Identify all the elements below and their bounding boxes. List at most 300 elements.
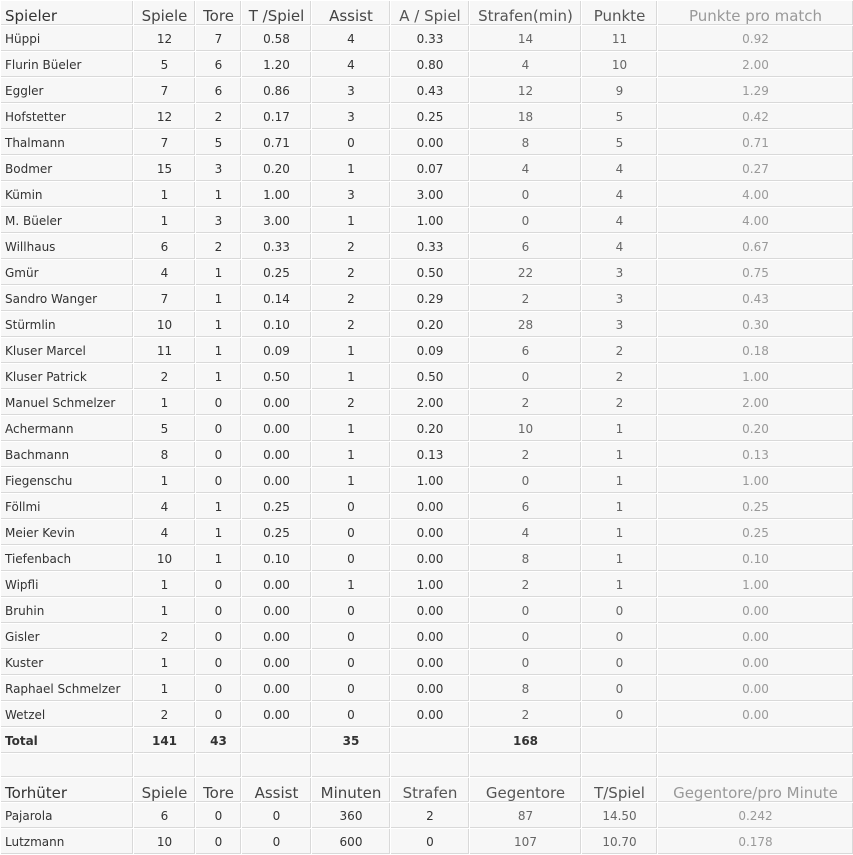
table-row [1,650,853,676]
stat-cell: 3 [582,312,658,338]
stat-cell: 0.00 [242,676,312,702]
stat-cell: 0.178 [658,829,853,855]
player-name-cell: Gmür [1,260,134,286]
stat-cell: 0 [582,598,658,624]
stat-cell: 1 [196,286,242,312]
table-row [1,416,853,442]
stat-cell: 1.00 [658,572,853,598]
stat-cell: 0.00 [242,416,312,442]
stat-cell: 2 [312,234,391,260]
stat-cell: 0.33 [242,234,312,260]
column-header: T/Spiel [582,778,658,803]
stat-cell: 1 [196,260,242,286]
stat-cell: 0.33 [391,26,470,52]
stat-cell: 3 [582,286,658,312]
stat-cell: 4 [582,156,658,182]
stat-cell: 2 [196,234,242,260]
stat-cell: 0.25 [242,520,312,546]
column-header: Tore [196,778,242,803]
stat-cell: 0 [196,468,242,494]
player-name-cell: Fiegenschu [1,468,134,494]
stat-cell: 0.18 [658,338,853,364]
stat-cell: 8 [470,130,582,156]
player-name-cell: Kümin [1,182,134,208]
stat-cell: 4 [582,208,658,234]
stat-cell: 0 [582,676,658,702]
column-header: Assist [242,778,312,803]
stat-cell: 9 [582,78,658,104]
stat-cell: 2 [470,572,582,598]
table-row [1,598,853,624]
stat-cell: 2 [582,338,658,364]
stat-cell: 0 [196,650,242,676]
stat-cell: 0.00 [391,130,470,156]
stat-cell: 5 [196,130,242,156]
stat-cell: 12 [470,78,582,104]
player-name-cell: Kluser Marcel [1,338,134,364]
table-row [1,312,853,338]
stat-cell: 3 [582,260,658,286]
stat-cell: 0 [196,416,242,442]
column-header: Minuten [312,778,391,803]
stat-cell: 0.10 [658,546,853,572]
stat-cell: 1 [582,546,658,572]
stat-cell: 1 [312,468,391,494]
stat-cell: 1.00 [242,182,312,208]
column-header: Tore [196,1,242,26]
stat-cell: 0.58 [242,26,312,52]
stat-cell: 0 [582,702,658,728]
table-row [1,803,853,829]
table-row [1,676,853,702]
column-header: Spieler [1,1,134,26]
player-name-cell: Wetzel [1,702,134,728]
empty-cell [658,754,853,778]
stat-cell: 0.50 [391,260,470,286]
stat-cell: 1.00 [391,468,470,494]
stat-cell: 6 [470,494,582,520]
player-name-cell: Hüppi [1,26,134,52]
empty-cell [470,754,582,778]
table-row [1,156,853,182]
stat-cell: 1 [196,494,242,520]
player-name-cell: Kuster [1,650,134,676]
stat-cell: 10 [134,829,196,855]
stat-cell: 28 [470,312,582,338]
stat-cell: 5 [582,104,658,130]
stat-cell: 2 [312,390,391,416]
player-name-cell: Manuel Schmelzer [1,390,134,416]
stat-cell: 0 [312,494,391,520]
column-header: Torhüter [1,778,134,803]
stat-cell: 0.20 [658,416,853,442]
stat-cell: 0 [470,182,582,208]
stat-cell: 4 [134,494,196,520]
stat-cell: 0.20 [391,416,470,442]
stat-cell: 0.25 [658,494,853,520]
stat-cell: 0.50 [391,364,470,390]
stat-cell: 1 [312,442,391,468]
player-name-cell: Thalmann [1,130,134,156]
stat-cell: 0.00 [242,442,312,468]
player-name-cell: Bodmer [1,156,134,182]
stat-cell: 0.20 [391,312,470,338]
stats-table-body [1,1,853,855]
stat-cell: 0.09 [391,338,470,364]
stat-cell: 4.00 [658,208,853,234]
stat-cell: 2 [312,312,391,338]
stat-cell: 0.00 [391,702,470,728]
column-header: Punkte [582,1,658,26]
stat-cell: 1 [134,650,196,676]
stat-cell: 1 [582,494,658,520]
player-name-cell: Meier Kevin [1,520,134,546]
stat-cell: 0.25 [242,494,312,520]
player-name-cell: Raphael Schmelzer [1,676,134,702]
stat-cell: 2 [134,624,196,650]
total-cell: 43 [196,728,242,754]
column-header: Gegentore/pro Minute [658,778,853,803]
stat-cell: 0.00 [391,520,470,546]
stat-cell: 6 [134,803,196,829]
stat-cell: 0.00 [242,624,312,650]
stat-cell: 0 [470,624,582,650]
stat-cell: 0 [196,803,242,829]
stat-cell: 4 [312,52,391,78]
table-row [1,208,853,234]
stat-cell: 1.00 [391,572,470,598]
stat-cell: 1 [582,520,658,546]
player-name-cell: Tiefenbach [1,546,134,572]
stat-cell: 6 [470,234,582,260]
table-row [1,52,853,78]
stat-cell: 3 [196,208,242,234]
player-name-cell: M. Büeler [1,208,134,234]
stat-cell: 4 [582,182,658,208]
stat-cell: 14 [470,26,582,52]
stat-cell: 4 [470,156,582,182]
stat-cell: 0 [242,829,312,855]
stat-cell: 0.10 [242,546,312,572]
stat-cell: 3.00 [242,208,312,234]
stat-cell: 0 [196,390,242,416]
total-cell [242,728,312,754]
stat-cell: 1 [582,416,658,442]
player-name-cell: Wipfli [1,572,134,598]
table-row [1,829,853,855]
column-header: Assist [312,1,391,26]
stat-cell: 6 [134,234,196,260]
table-row [1,390,853,416]
table-row [1,26,853,52]
stat-cell: 0.00 [658,598,853,624]
total-row [1,728,853,754]
stat-cell: 22 [470,260,582,286]
stat-cell: 1 [312,364,391,390]
player-name-cell: Bruhin [1,598,134,624]
column-header: Spiele [134,1,196,26]
table-row [1,546,853,572]
total-label: Total [1,728,134,754]
stat-cell: 0 [312,546,391,572]
player-name-cell: Kluser Patrick [1,364,134,390]
stat-cell: 1 [196,364,242,390]
stat-cell: 0 [391,829,470,855]
stat-cell: 0.00 [242,468,312,494]
stat-cell: 2 [582,390,658,416]
stat-cell: 8 [134,442,196,468]
stat-cell: 7 [134,130,196,156]
stat-cell: 600 [312,829,391,855]
stat-cell: 0 [582,624,658,650]
stat-cell: 12 [134,26,196,52]
stat-cell: 6 [470,338,582,364]
empty-cell [134,754,196,778]
stat-cell: 1 [196,520,242,546]
stat-cell: 3 [312,182,391,208]
stat-cell: 0.67 [658,234,853,260]
player-name-cell: Willhaus [1,234,134,260]
stat-cell: 1 [196,546,242,572]
stat-cell: 2 [470,286,582,312]
empty-cell [391,754,470,778]
stat-cell: 2 [391,803,470,829]
stat-cell: 4 [470,520,582,546]
table-row [1,572,853,598]
table-row [1,234,853,260]
stat-cell: 8 [470,546,582,572]
stat-cell: 1 [134,598,196,624]
player-name-cell: Hofstetter [1,104,134,130]
stat-cell: 15 [134,156,196,182]
stat-cell: 1 [312,338,391,364]
column-header: Punkte pro match [658,1,853,26]
stat-cell: 0 [196,702,242,728]
stat-cell: 0 [470,468,582,494]
stat-cell: 1 [196,338,242,364]
stat-cell: 0.00 [658,624,853,650]
stat-cell: 0.30 [658,312,853,338]
player-name-cell: Lutzmann [1,829,134,855]
column-header: Spiele [134,778,196,803]
player-name-cell: Sandro Wanger [1,286,134,312]
stat-cell: 0 [312,520,391,546]
stat-cell: 1.20 [242,52,312,78]
stat-cell: 0 [312,130,391,156]
stat-cell: 3 [312,78,391,104]
stat-cell: 1.00 [658,468,853,494]
stat-cell: 5 [134,52,196,78]
table-row [1,520,853,546]
stat-cell: 10 [134,546,196,572]
table-row [1,78,853,104]
stat-cell: 6 [196,52,242,78]
stat-cell: 0 [312,598,391,624]
stat-cell: 4 [134,260,196,286]
stat-cell: 0.00 [391,676,470,702]
stat-cell: 4 [582,234,658,260]
empty-cell [1,754,134,778]
stat-cell: 1 [134,676,196,702]
stat-cell: 2 [134,702,196,728]
stat-cell: 2.00 [391,390,470,416]
stat-cell: 0 [196,572,242,598]
stat-cell: 0 [312,702,391,728]
stat-cell: 0 [582,650,658,676]
stat-cell: 2.00 [658,52,853,78]
stat-cell: 1 [582,442,658,468]
table-row [1,364,853,390]
total-cell [582,728,658,754]
player-name-cell: Achermann [1,416,134,442]
stat-cell: 4 [312,26,391,52]
stat-cell: 0.00 [658,676,853,702]
stat-cell: 0.10 [242,312,312,338]
stat-cell: 0.00 [242,702,312,728]
stat-cell: 1 [196,312,242,338]
stat-cell: 87 [470,803,582,829]
stat-cell: 1 [312,572,391,598]
table-row [1,130,853,156]
stat-cell: 2.00 [658,390,853,416]
stat-cell: 1 [134,208,196,234]
empty-cell [196,754,242,778]
stat-cell: 0.00 [242,650,312,676]
stat-cell: 2 [470,442,582,468]
stat-cell: 0 [312,624,391,650]
stat-cell: 0.13 [391,442,470,468]
column-header: T /Spiel [242,1,312,26]
table-row [1,286,853,312]
stat-cell: 0.00 [391,624,470,650]
stat-cell: 0 [470,208,582,234]
player-name-cell: Föllmi [1,494,134,520]
stat-cell: 1 [134,572,196,598]
player-name-cell: Flurin Büeler [1,52,134,78]
table-row [1,104,853,130]
stat-cell: 0.50 [242,364,312,390]
stat-cell: 2 [312,286,391,312]
empty-cell [582,754,658,778]
stat-cell: 2 [470,702,582,728]
stat-cell: 14.50 [582,803,658,829]
table-row [1,468,853,494]
stat-cell: 107 [470,829,582,855]
stat-cell: 0.00 [391,494,470,520]
stat-cell: 7 [134,78,196,104]
stat-cell: 0 [312,650,391,676]
stat-cell: 2 [582,364,658,390]
stat-cell: 0 [196,676,242,702]
stat-cell: 0 [242,803,312,829]
stat-cell: 2 [312,260,391,286]
stat-cell: 0.17 [242,104,312,130]
stat-cell: 0.86 [242,78,312,104]
stat-cell: 5 [582,130,658,156]
stat-cell: 0.42 [658,104,853,130]
stat-cell: 1 [582,468,658,494]
stat-cell: 0.75 [658,260,853,286]
stat-cell: 0.80 [391,52,470,78]
stat-cell: 0.00 [391,546,470,572]
stat-cell: 1 [312,416,391,442]
player-name-cell: Stürmlin [1,312,134,338]
stat-cell: 0.27 [658,156,853,182]
stat-cell: 0.92 [658,26,853,52]
stat-cell: 4 [470,52,582,78]
stat-cell: 0.71 [242,130,312,156]
stat-cell: 0.00 [242,598,312,624]
stat-cell: 0.242 [658,803,853,829]
spacer-row [1,754,853,778]
stat-cell: 0.33 [391,234,470,260]
player-name-cell: Gisler [1,624,134,650]
empty-cell [312,754,391,778]
stat-cell: 7 [196,26,242,52]
table-row [1,182,853,208]
stat-cell: 2 [196,104,242,130]
stat-cell: 10 [582,52,658,78]
player-name-cell: Eggler [1,78,134,104]
stat-cell: 4 [134,520,196,546]
stat-cell: 7 [134,286,196,312]
stat-cell: 0.00 [658,650,853,676]
stat-cell: 3 [196,156,242,182]
stat-cell: 10 [134,312,196,338]
stat-cell: 0.25 [242,260,312,286]
stat-cell: 360 [312,803,391,829]
stat-cell: 8 [470,676,582,702]
stat-cell: 1 [312,208,391,234]
total-cell: 168 [470,728,582,754]
stat-cell: 2 [134,364,196,390]
stat-cell: 0 [470,598,582,624]
stat-cell: 1 [134,182,196,208]
stat-cell: 0 [196,829,242,855]
stat-cell: 10.70 [582,829,658,855]
stat-cell: 1.00 [658,364,853,390]
total-cell: 35 [312,728,391,754]
stat-cell: 0 [196,598,242,624]
total-cell: 141 [134,728,196,754]
stat-cell: 0 [312,676,391,702]
table-row [1,494,853,520]
stat-cell: 3 [312,104,391,130]
column-header: A / Spiel [391,1,470,26]
stat-cell: 0.25 [391,104,470,130]
stat-cell: 11 [134,338,196,364]
stat-cell: 1.00 [391,208,470,234]
player-name-cell: Bachmann [1,442,134,468]
stat-cell: 0.00 [242,390,312,416]
stat-cell: 1 [134,390,196,416]
stat-cell: 4.00 [658,182,853,208]
goalies-header-row [1,778,853,803]
table-row [1,624,853,650]
stat-cell: 0.00 [658,702,853,728]
stat-cell: 18 [470,104,582,130]
table-row [1,442,853,468]
stat-cell: 1.29 [658,78,853,104]
stat-cell: 1 [312,156,391,182]
stat-cell: 0.43 [658,286,853,312]
stat-cell: 0.43 [391,78,470,104]
stat-cell: 0.14 [242,286,312,312]
stat-cell: 0.13 [658,442,853,468]
stat-cell: 11 [582,26,658,52]
table-row [1,338,853,364]
column-header: Strafen [391,778,470,803]
